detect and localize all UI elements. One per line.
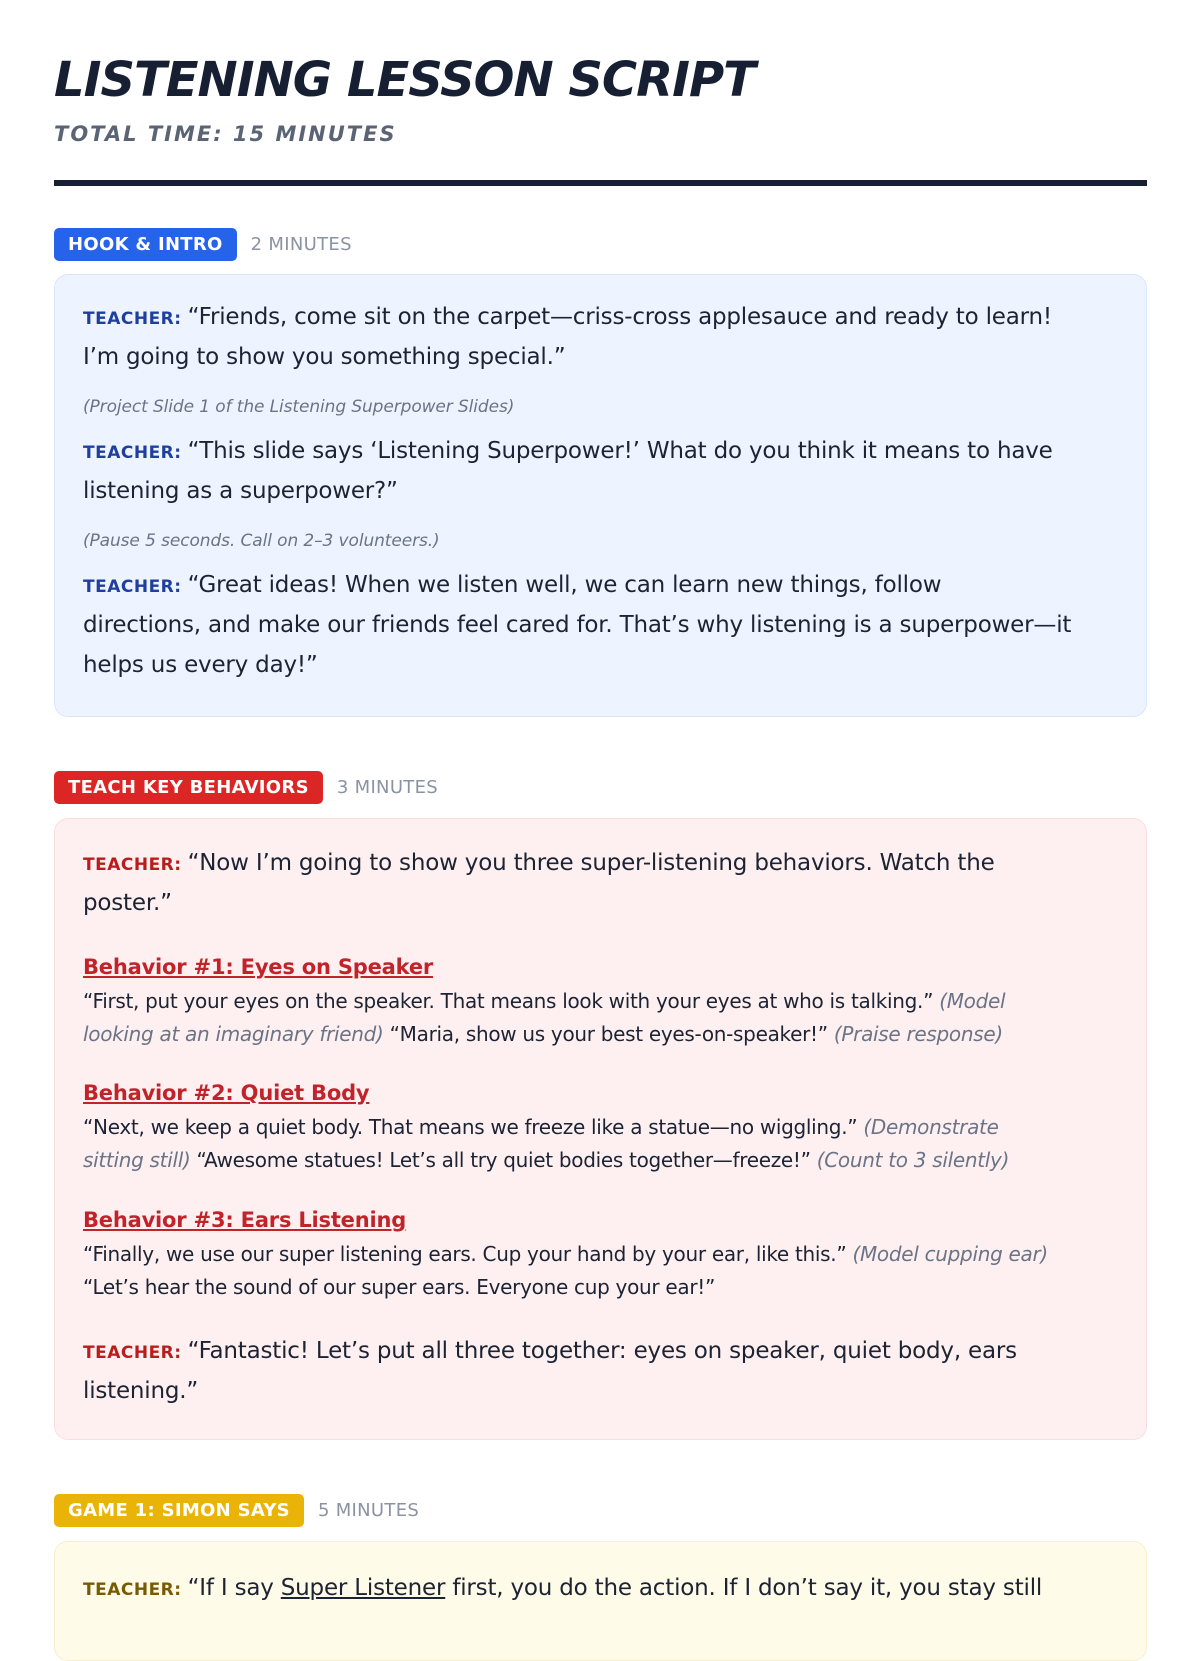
header-divider: [54, 180, 1147, 186]
teacher-line: [83, 843, 1126, 885]
teacher-line: [83, 565, 1126, 607]
speech-continuation: I’m going to show you something special.”: [83, 344, 566, 370]
behavior-text: “Next, we keep a quiet body. That means we freeze like a statue—no wiggling.”: [83, 1115, 858, 1139]
stage-direction: (Model: [939, 989, 1006, 1013]
behavior-1-line: [83, 1018, 1126, 1051]
stage-direction: looking at an imaginary friend): [83, 1022, 384, 1046]
behavior-2-line: [83, 1111, 1126, 1144]
speech-text: first, you do the action. If I don’t say it, you stay still: [445, 1575, 1043, 1601]
section-duration-hook: 2 MINUTES: [250, 233, 352, 255]
speech-text: “If I say: [187, 1575, 281, 1601]
section-header-game: [54, 1493, 419, 1527]
section-tag-game: GAME 1: SIMON SAYS: [54, 1494, 304, 1527]
speech-text: “This slide says ‘Listening Superpower!’ What do you think it means to have: [187, 438, 1053, 464]
section-tag-hook: HOOK & INTRO: [54, 228, 237, 261]
speech-underlined: Super Listener: [280, 1575, 446, 1601]
behavior-1-line: [83, 985, 1126, 1018]
behavior-1-title: Behavior #1: Eyes on Speaker: [83, 955, 434, 979]
section-header-hook: [54, 227, 352, 261]
stage-direction: sitting still): [83, 1148, 191, 1172]
speaker-label: TEACHER:: [83, 577, 182, 597]
behavior-3-line: “Let’s hear the sound of our super ears. Everyone cup your ear!”: [83, 1275, 716, 1299]
speech-continuation: helps us every day!”: [83, 652, 318, 678]
speech-text: “Now I’m going to show you three super-listening behaviors. Watch the: [187, 850, 995, 876]
teacher-line: [83, 297, 1126, 339]
behavior-3-line: [83, 1238, 1126, 1271]
speech-continuation: poster.”: [83, 890, 172, 916]
speaker-label: TEACHER:: [83, 1580, 182, 1600]
stage-direction: (Model cupping ear): [852, 1242, 1048, 1266]
behavior-text: “Finally, we use our super listening ears. Cup your hand by your ear, like this.”: [83, 1242, 847, 1266]
behavior-2-line: [83, 1144, 1126, 1177]
speech-continuation: listening.”: [83, 1378, 199, 1404]
speech-text: “Friends, come sit on the carpet—criss-cross applesauce and ready to learn!: [187, 304, 1052, 330]
stage-direction: (Demonstrate: [863, 1115, 999, 1139]
teacher-line: [83, 431, 1126, 473]
speech-text: “Fantastic! Let’s put all three together: eyes on speaker, quiet body, ears: [187, 1338, 1017, 1364]
behavior-text: “Awesome statues! Let’s all try quiet bodies together—freeze!”: [196, 1148, 811, 1172]
speaker-label: TEACHER:: [83, 855, 182, 875]
speaker-label: TEACHER:: [83, 443, 182, 463]
speaker-label: TEACHER:: [83, 309, 182, 329]
stage-note: (Pause 5 seconds. Call on 2–3 volunteers.): [83, 531, 440, 551]
speech-continuation: directions, and make our friends feel cared for. That’s why listening is a superpower—it: [83, 612, 1072, 638]
section-tag-teach: TEACH KEY BEHAVIORS: [54, 771, 323, 804]
section-duration-game: 5 MINUTES: [317, 1499, 420, 1521]
teacher-line: [83, 1568, 1126, 1610]
stage-note: (Project Slide 1 of the Listening Superpower Slides): [83, 397, 515, 417]
behavior-text: “First, put your eyes on the speaker. That means look with your eyes at who is talking.”: [83, 989, 934, 1013]
stage-direction: (Count to 3 silently): [816, 1148, 1010, 1172]
speech-continuation: listening as a superpower?”: [83, 478, 398, 504]
page-title: LISTENING LESSON SCRIPT: [54, 52, 755, 108]
section-header-teach: [54, 770, 438, 804]
section-box-hook: [54, 274, 1147, 717]
stage-direction: (Praise response): [833, 1022, 1003, 1046]
teacher-line: [83, 1331, 1126, 1373]
behavior-2-title: Behavior #2: Quiet Body: [83, 1081, 370, 1105]
behavior-3-title: Behavior #3: Ears Listening: [83, 1208, 407, 1232]
section-box-game: [54, 1541, 1147, 1661]
speaker-label: TEACHER:: [83, 1343, 182, 1363]
page-subtitle: TOTAL TIME: 15 MINUTES: [54, 122, 397, 146]
behavior-text: “Maria, show us your best eyes-on-speaker!”: [389, 1022, 828, 1046]
speech-text: “Great ideas! When we listen well, we can learn new things, follow: [187, 572, 942, 598]
section-duration-teach: 3 MINUTES: [336, 776, 438, 798]
section-box-teach: [54, 818, 1147, 1440]
